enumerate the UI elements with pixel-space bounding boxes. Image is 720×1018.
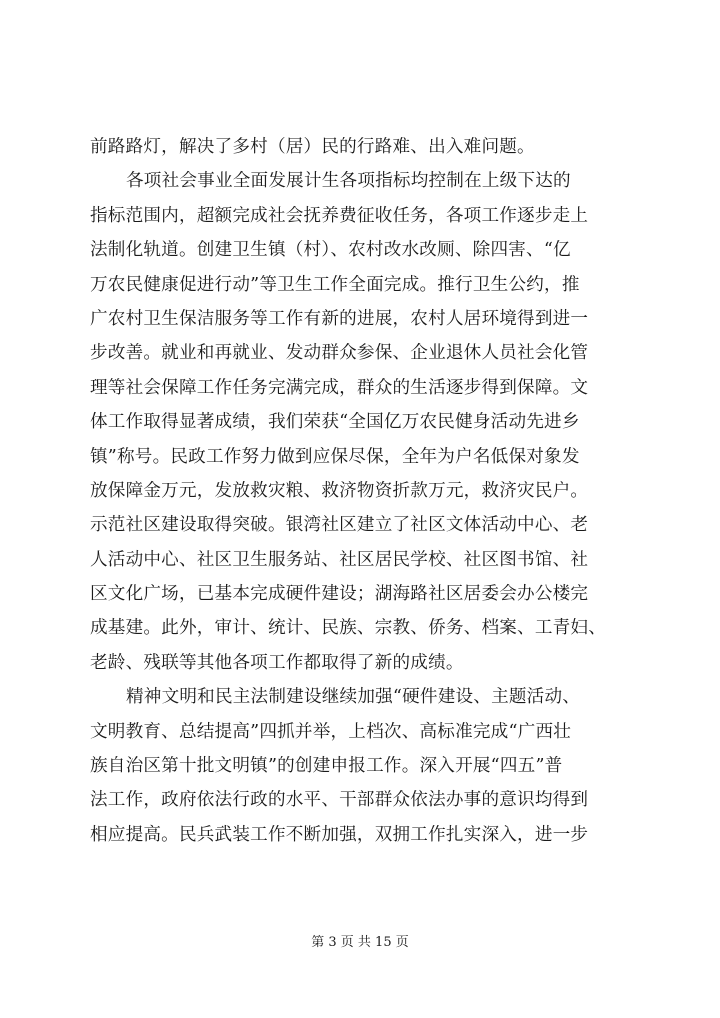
text-line: 相应提高。民兵武装工作不断加强，双拥工作扎实深入，进一步 <box>90 824 589 845</box>
paragraph-start-line: 精神文明和民主法制建设继续加强“硬件建设、主题活动、 <box>126 687 581 708</box>
text-line: 万农民健康促进行动”等卫生工作全面完成。推行卫生公约，推 <box>90 274 580 295</box>
text-line: 体工作取得显著成绩，我们荣获“全国亿万农民健身活动先进乡 <box>90 412 580 433</box>
text-line: 指标范围内，超额完成社会抚养费征收任务，各项工作逐步走上 <box>90 205 589 226</box>
paragraph-start-line: 各项社会事业全面发展计生各项指标均控制在上级下达的 <box>126 171 571 192</box>
text-line: 老龄、残联等其他各项工作都取得了新的成绩。 <box>90 652 464 673</box>
text-line: 示范社区建设取得突破。银湾社区建立了社区文体活动中心、老 <box>90 515 589 536</box>
text-line: 广农村卫生保洁服务等工作有新的进展，农村人居环境得到进一 <box>90 308 589 329</box>
text-line: 法制化轨道。创建卫生镇（村）、农村改水改厕、除四害、“亿 <box>90 240 571 261</box>
text-line: 法工作，政府依法行政的水平、干部群众依法办事的意识均得到 <box>90 790 589 811</box>
text-line: 族自治区第十批文明镇”的创建申报工作。深入开展“四五”普 <box>90 756 563 777</box>
text-line: 理等社会保障工作任务完满完成，群众的生活逐步得到保障。文 <box>90 377 589 398</box>
page-number-footer: 第 3 页 共 15 页 <box>311 935 409 950</box>
document-body <box>90 130 635 852</box>
text-line: 镇”称号。民政工作努力做到应保尽保，全年为户名低保对象发 <box>90 446 580 467</box>
text-line: 人活动中心、社区卫生服务站、社区居民学校、社区图书馆、社 <box>90 549 589 570</box>
text-line: 步改善。就业和再就业、发动群众参保、企业退休人员社会化管 <box>90 343 589 364</box>
text-line: 文明教育、总结提高”四抓并举，上档次、高标准完成“广西壮 <box>90 721 572 742</box>
text-line: 成基建。此外，审计、统计、民族、宗教、侨务、档案、工青妇、 <box>90 618 607 639</box>
text-line: 前路路灯，解决了多村（居）民的行路难、出入难问题。 <box>90 137 535 157</box>
text-line: 区文化广场，已基本完成硬件建设；湖海路社区居委会办公楼完 <box>90 584 589 605</box>
text-line: 放保障金万元，发放救灾粮、救济物资折款万元，救济灾民户。 <box>90 480 589 501</box>
